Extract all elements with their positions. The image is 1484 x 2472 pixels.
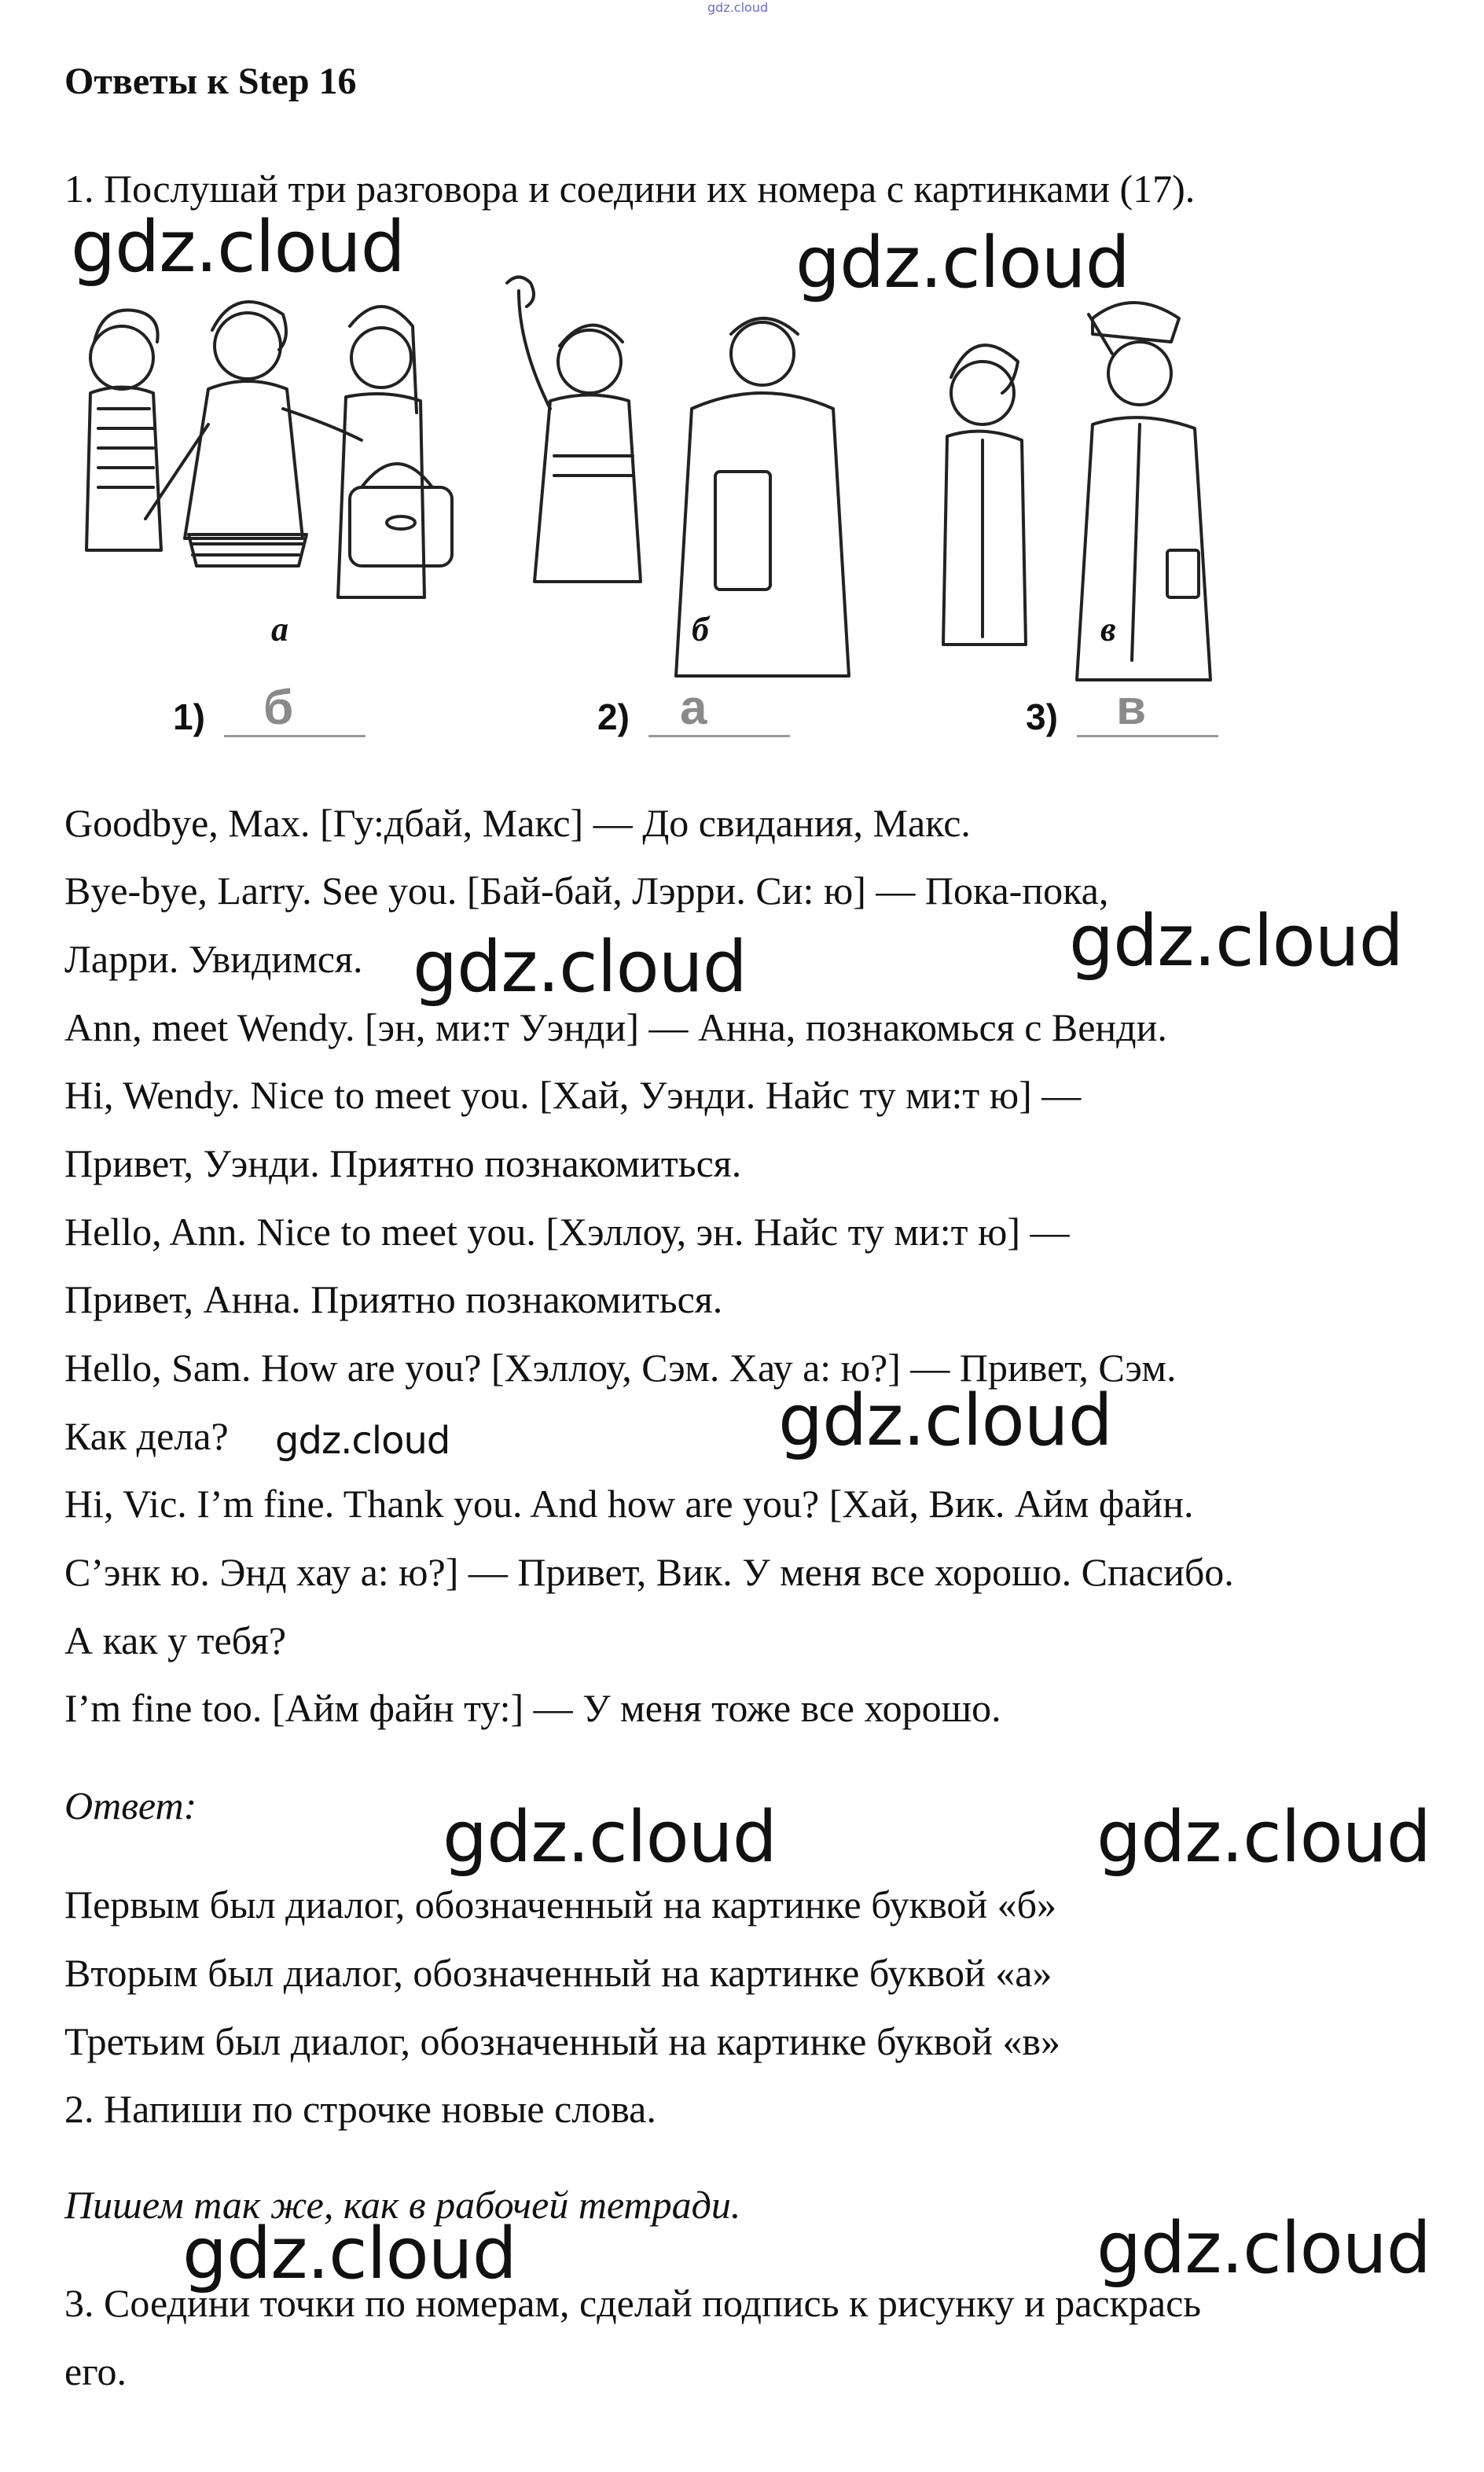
answer-line: Первым был диалог, обозначенный на картинке буквой «б» — [64, 1882, 1057, 1927]
answer-1-line — [224, 735, 365, 737]
task-3-text: 3. Соедини точки по номерам, сделай подпись к рисунку и раскрась — [64, 2281, 1202, 2325]
caption-a: а — [271, 610, 288, 648]
dialog-line: А как у тебя? — [64, 1618, 287, 1662]
answer-2-value: а — [680, 681, 707, 735]
watermark: gdz.cloud — [795, 222, 1130, 304]
answer-line: Вторым был диалог, обозначенный на картинке буквой «а» — [64, 1951, 1052, 1995]
task-2-note: Пишем так же, как в рабочей тетради. — [64, 2183, 741, 2227]
watermark: gdz.cloud — [71, 206, 405, 288]
caption-b: б — [692, 610, 709, 648]
dialog-line: Hi, Wendy. Nice to meet you. [Хай, Уэнди. Найс ту ми:т ю] — — [64, 1073, 1082, 1117]
figure-group-c — [943, 303, 1210, 680]
answer-3-number: 3) — [1026, 696, 1058, 737]
answer-2-number: 2) — [597, 696, 630, 737]
answer-3-line — [1077, 735, 1218, 737]
dialog-line: Bye-bye, Larry. See you. [Бай-бай, Лэрри. Си: ю] — Пока-пока, — [64, 869, 1109, 913]
dialog-line: Goodbye, Max. [Гу:дбай, Макс] — До свидания, Макс. — [64, 801, 971, 845]
figure-group-a — [86, 302, 452, 597]
answer-3-value: в — [1116, 681, 1147, 735]
dialog-line: Hi, Vic. I’m fine. Thank you. And how are you? [Хай, Вик. Айм файн. — [64, 1482, 1194, 1526]
watermark: gdz.cloud — [443, 1796, 777, 1879]
dialog-line: Привет, Уэнди. Приятно познакомиться. — [64, 1141, 742, 1185]
watermark: gdz.cloud — [1069, 900, 1403, 983]
dialog-line: С’энк ю. Энд хау а: ю?] — Привет, Вик. У меня все хорошо. Спасибо. — [64, 1550, 1234, 1594]
task-2-text: 2. Напиши по строчке новые слова. — [64, 2087, 656, 2131]
answer-2-line — [648, 735, 790, 737]
watermark: gdz.cloud — [413, 926, 747, 1008]
watermark: gdz.cloud — [1096, 1796, 1431, 1879]
watermark: gdz.cloud — [778, 1379, 1112, 1462]
header-watermark: gdz.cloud — [707, 0, 769, 15]
task-1-text: 1. Послушай три разговора и соедини их номера с картинками (17). — [64, 167, 1196, 211]
dialog-line: Hello, Sam. How are you? [Хэллоу, Сэм. Хау а: ю?] — Привет, Сэм. — [64, 1346, 1177, 1390]
watermark: gdz.cloud — [275, 1419, 450, 1463]
dialog-line: Hello, Ann. Nice to meet you. [Хэллоу, эн. Найс ту ми:т ю] — — [64, 1210, 1070, 1254]
answer-1-value: б — [263, 681, 294, 735]
page-title: Ответы к Step 16 — [64, 61, 357, 102]
watermark: gdz.cloud — [1096, 2207, 1431, 2290]
dialog-line: Как дела? — [64, 1414, 229, 1458]
answer-line: Третьим был диалог, обозначенный на картинке буквой «в» — [64, 2019, 1060, 2063]
answer-1-number: 1) — [173, 696, 205, 737]
dialog-line: Ann, meet Wendy. [эн, ми:т Уэнди] — Анна, познакомься с Венди. — [64, 1005, 1167, 1049]
dialog-line: Ларри. Увидимся. — [64, 937, 363, 981]
answer-label: Ответ: — [64, 1783, 197, 1827]
dialog-line: I’m fine too. [Айм файн ту:] — У меня тоже все хорошо. — [64, 1686, 1001, 1730]
dialog-line: Привет, Анна. Приятно познакомиться. — [64, 1277, 723, 1321]
caption-c: в — [1100, 610, 1116, 648]
watermark: gdz.cloud — [182, 2213, 516, 2295]
task-3-text-continued: его. — [64, 2349, 127, 2393]
dialog-illustration — [71, 252, 1297, 755]
figure-group-b — [507, 277, 849, 677]
people-drawing — [71, 252, 1297, 755]
